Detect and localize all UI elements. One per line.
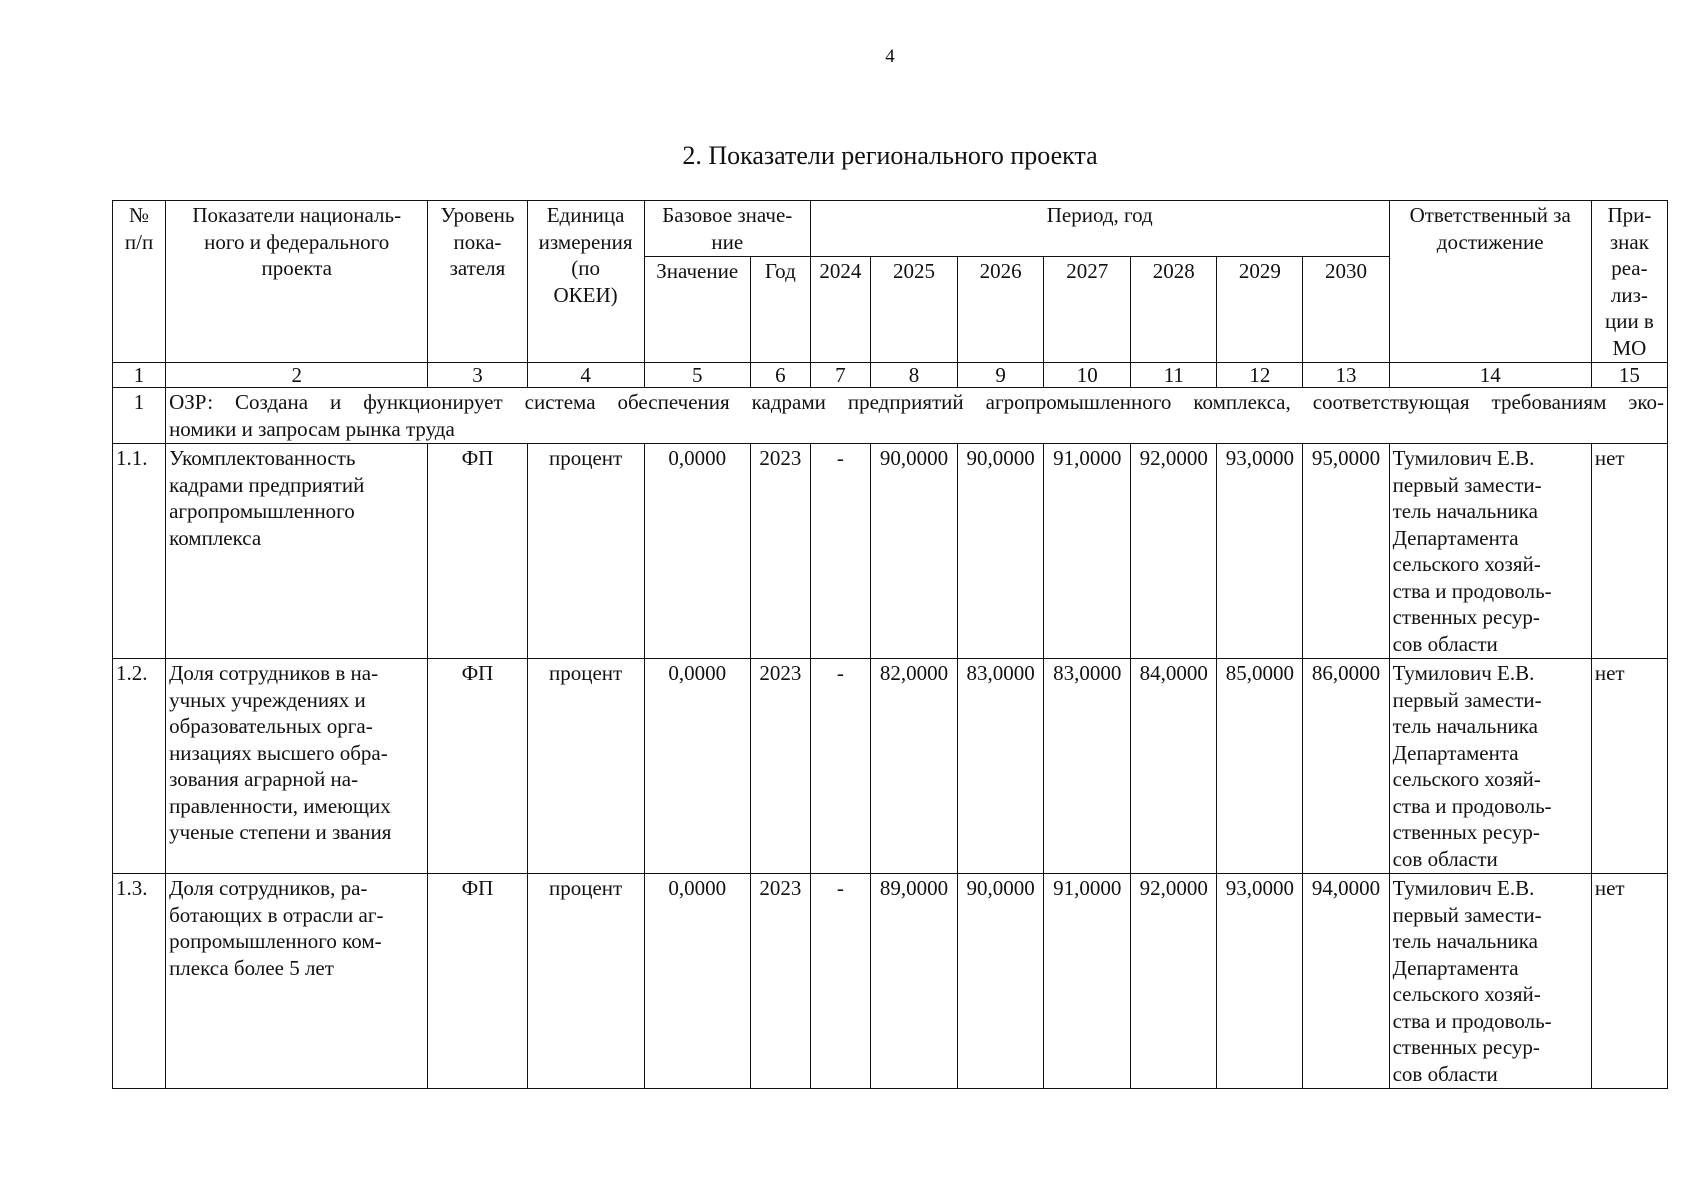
row-value-2024: - — [810, 444, 870, 659]
row-value-2026: 83,0000 — [958, 659, 1044, 874]
table-row — [113, 444, 1668, 659]
row-indicator-line: комплекса — [169, 525, 262, 550]
column-number: 7 — [810, 363, 870, 388]
header-level-line: пока- — [453, 229, 502, 254]
column-number: 9 — [958, 363, 1044, 388]
row-base-value: 0,0000 — [644, 444, 750, 659]
row-value-2030: 86,0000 — [1303, 659, 1389, 874]
row-base-year: 2023 — [750, 659, 810, 874]
row-responsible-line: сов области — [1392, 846, 1498, 871]
row-responsible-line: первый замести- — [1392, 687, 1542, 712]
header-mo-sign-line: лиз- — [1610, 282, 1648, 307]
row-num: 1.1. — [113, 444, 166, 659]
row-responsible-line: тель начальника — [1392, 929, 1538, 953]
column-number: 6 — [750, 363, 810, 388]
header-year-2024: 2024 — [810, 257, 870, 363]
header-base-year: Год — [750, 257, 810, 363]
row-indicator-line: Доля сотрудников в на- — [169, 661, 379, 685]
indicators-table — [112, 200, 1668, 1089]
row-responsible-line: сов области — [1392, 631, 1498, 656]
header-unit — [527, 201, 644, 363]
header-period: Период, год — [810, 201, 1389, 257]
row-indicator-line: Доля сотрудников, ра- — [169, 876, 368, 900]
header-indicator — [166, 201, 428, 363]
column-number: 3 — [428, 363, 527, 388]
page-number: 4 — [885, 46, 895, 67]
header-unit-line: (по — [571, 256, 600, 280]
row-responsible-line: сов области — [1392, 1061, 1498, 1086]
row-indicator-line: ботающих в отрасли аг- — [169, 902, 384, 927]
row-value-2025: 90,0000 — [870, 444, 957, 659]
column-number: 11 — [1131, 363, 1217, 388]
row-value-2030: 94,0000 — [1303, 874, 1389, 1089]
row-indicator-line: ученые степени и звания — [169, 820, 392, 844]
column-number: 4 — [527, 363, 644, 388]
row-responsible-line: ства и продоволь- — [1392, 578, 1552, 603]
row-value-2025: 89,0000 — [870, 874, 957, 1089]
row-value-2028: 84,0000 — [1131, 659, 1217, 874]
header-mo-sign — [1591, 201, 1667, 363]
row-responsible-line: Департамента — [1392, 525, 1519, 550]
row-value-2028: 92,0000 — [1131, 874, 1217, 1089]
row-value-2030: 95,0000 — [1303, 444, 1389, 659]
row-unit: процент — [527, 659, 644, 874]
row-value-2025: 82,0000 — [870, 659, 957, 874]
row-num: 1.3. — [113, 874, 166, 1089]
row-value-2027: 91,0000 — [1044, 444, 1131, 659]
row-responsible-line: ства и продоволь- — [1392, 793, 1552, 818]
header-mo-sign-line: МО — [1612, 335, 1647, 360]
row-indicator-line: Укомплектованность — [169, 446, 356, 470]
row-unit: процент — [527, 874, 644, 1089]
row-value-2026: 90,0000 — [958, 444, 1044, 659]
header-mo-sign-line: ции в — [1604, 309, 1654, 333]
column-number: 15 — [1591, 363, 1667, 388]
header-mo-sign-line: реа- — [1611, 256, 1648, 280]
row-indicator — [166, 659, 428, 874]
column-numbers-row — [113, 363, 1668, 388]
row-value-2029: 93,0000 — [1217, 444, 1303, 659]
row-value-2029: 93,0000 — [1217, 874, 1303, 1089]
row-responsible — [1389, 874, 1591, 1089]
row-base-value: 0,0000 — [644, 874, 750, 1089]
goal-text — [166, 388, 1668, 444]
row-responsible-line: ственных ресур- — [1392, 605, 1540, 629]
row-mo-sign: нет — [1591, 874, 1667, 1089]
header-base-line: ние — [711, 229, 744, 254]
row-value-2026: 90,0000 — [958, 874, 1044, 1089]
row-indicator-line: плекса более 5 лет — [169, 955, 334, 980]
table-row — [113, 874, 1668, 1089]
header-year-2028: 2028 — [1131, 257, 1217, 363]
header-unit-line: измерения — [538, 229, 633, 254]
header-mo-sign-line: знак — [1609, 229, 1649, 254]
header-unit-line: ОКЕИ) — [553, 282, 618, 307]
row-indicator — [166, 874, 428, 1089]
header-year-2030: 2030 — [1303, 257, 1389, 363]
row-base-year: 2023 — [750, 874, 810, 1089]
row-responsible-line: ства и продоволь- — [1392, 1008, 1552, 1033]
row-responsible-line: тель начальника — [1392, 714, 1538, 738]
row-base-value: 0,0000 — [644, 659, 750, 874]
row-responsible-line: первый замести- — [1392, 472, 1542, 497]
header-num — [113, 201, 166, 363]
row-value-2027: 91,0000 — [1044, 874, 1131, 1089]
header-num-line: п/п — [124, 229, 154, 254]
header-year-2029: 2029 — [1217, 257, 1303, 363]
column-number: 2 — [166, 363, 428, 388]
row-level: ФП — [428, 444, 527, 659]
header-base-line: Базовое значе- — [662, 203, 793, 227]
row-responsible-line: Департамента — [1392, 740, 1519, 765]
row-value-2024: - — [810, 659, 870, 874]
row-responsible-line: сельского хозяй- — [1392, 552, 1541, 576]
header-year-2027: 2027 — [1044, 257, 1131, 363]
header-responsible-line: Ответственный за — [1409, 203, 1571, 227]
goal-row — [113, 388, 1668, 444]
row-responsible-line: ственных ресур- — [1392, 1035, 1540, 1059]
column-number: 14 — [1389, 363, 1591, 388]
goal-text-line: номики и запросам рынка труда — [169, 416, 455, 441]
row-indicator — [166, 444, 428, 659]
header-indicator-line: ного и федерального — [204, 229, 390, 254]
row-indicator-line: учных учреждениях и — [169, 687, 366, 712]
row-responsible-line: сельского хозяй- — [1392, 767, 1541, 791]
row-responsible-line: Департамента — [1392, 955, 1519, 980]
row-level: ФП — [428, 659, 527, 874]
row-responsible — [1389, 659, 1591, 874]
header-level-line: зателя — [449, 256, 506, 280]
row-responsible-line: сельского хозяй- — [1392, 982, 1541, 1006]
goal-text-line: ОЗР: Создана и функционирует система обеспечения кадрами предприятий агропромышленного комплекса, соответствующая требованиям эко- — [169, 390, 1664, 414]
row-responsible-line: тель начальника — [1392, 499, 1538, 523]
row-mo-sign: нет — [1591, 444, 1667, 659]
header-level — [428, 201, 527, 363]
row-num: 1.2. — [113, 659, 166, 874]
header-mo-sign-line: При- — [1607, 203, 1652, 227]
column-number: 5 — [644, 363, 750, 388]
row-responsible — [1389, 444, 1591, 659]
row-responsible-line: Тумилович Е.В. — [1392, 446, 1535, 470]
row-responsible-line: первый замести- — [1392, 902, 1542, 927]
header-unit-line: Единица — [546, 203, 625, 227]
row-indicator-line: образовательных орга- — [169, 714, 373, 738]
row-indicator-line: кадрами предприятий — [169, 472, 365, 497]
row-value-2029: 85,0000 — [1217, 659, 1303, 874]
header-responsible — [1389, 201, 1591, 363]
column-number: 8 — [870, 363, 957, 388]
table-row — [113, 659, 1668, 874]
header-level-line: Уровень — [440, 203, 515, 227]
goal-num: 1 — [113, 388, 166, 444]
row-indicator-line: правленности, имеющих — [169, 793, 391, 818]
column-number: 12 — [1217, 363, 1303, 388]
row-indicator-line: ропромышленного ком- — [169, 929, 382, 953]
header-base — [644, 201, 810, 257]
row-mo-sign: нет — [1591, 659, 1667, 874]
row-indicator-line: низациях высшего обра- — [169, 740, 388, 765]
header-num-line: № — [129, 203, 150, 227]
header-row-top — [113, 201, 1668, 257]
row-indicator-line: зования аграрной на- — [169, 767, 359, 791]
column-number: 10 — [1044, 363, 1131, 388]
row-indicator-line: агропромышленного — [169, 499, 355, 523]
row-unit: процент — [527, 444, 644, 659]
section-title: 2. Показатели регионального проекта — [682, 141, 1098, 170]
row-responsible-line: Тумилович Е.В. — [1392, 876, 1535, 900]
header-responsible-line: достижение — [1436, 229, 1544, 254]
header-indicator-line: проекта — [261, 256, 332, 280]
header-base-value: Значение — [644, 257, 750, 363]
row-level: ФП — [428, 874, 527, 1089]
header-year-2025: 2025 — [870, 257, 957, 363]
row-responsible-line: ственных ресур- — [1392, 820, 1540, 844]
header-year-2026: 2026 — [958, 257, 1044, 363]
header-indicator-line: Показатели националь- — [192, 203, 402, 227]
row-value-2024: - — [810, 874, 870, 1089]
column-number: 1 — [113, 363, 166, 388]
row-base-year: 2023 — [750, 444, 810, 659]
row-value-2027: 83,0000 — [1044, 659, 1131, 874]
column-number: 13 — [1303, 363, 1389, 388]
row-value-2028: 92,0000 — [1131, 444, 1217, 659]
row-responsible-line: Тумилович Е.В. — [1392, 661, 1535, 685]
